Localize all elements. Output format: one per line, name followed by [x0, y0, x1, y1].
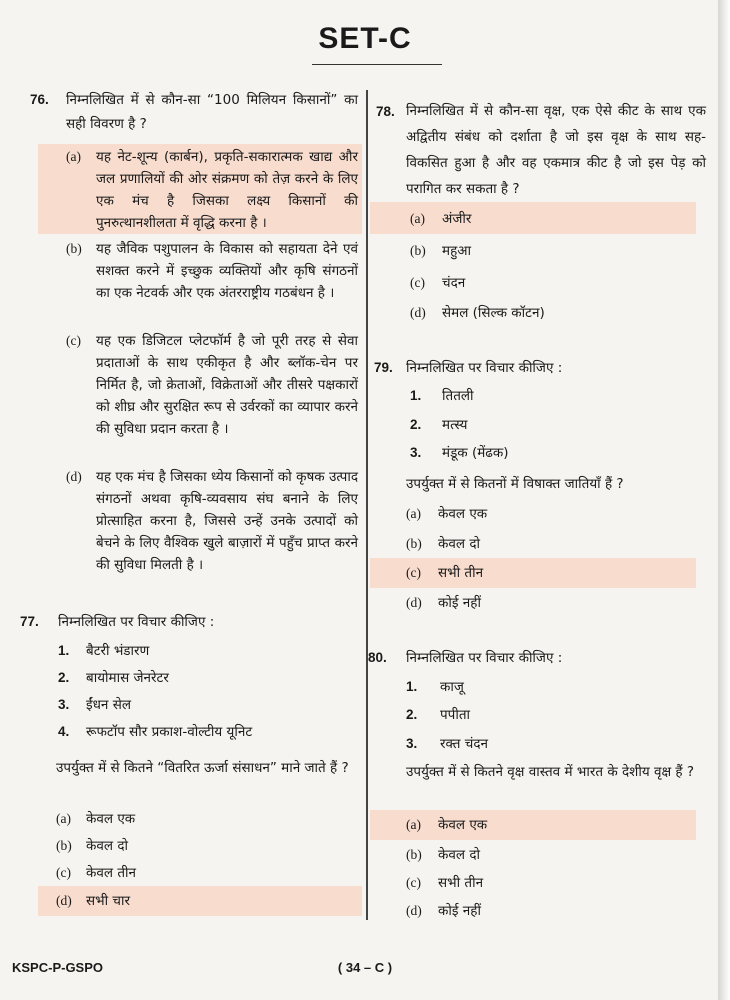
- statement-number: 1.: [58, 643, 70, 658]
- question-text-76: निम्नलिखित में से कौन-सा “100 मिलियन किसानों” का सही विवरण है ?: [66, 92, 358, 132]
- statement-text: बायोमास जेनरेटर: [86, 670, 169, 686]
- statement-text: रक्त चंदन: [440, 736, 488, 752]
- option-label: (a): [406, 506, 421, 521]
- option-text: सभी तीन: [438, 875, 484, 891]
- option-text: केवल एक: [438, 817, 488, 833]
- question-text-79: निम्नलिखित पर विचार कीजिए :: [406, 360, 563, 376]
- option-text: केवल दो: [438, 536, 480, 552]
- option-label: (d): [66, 469, 82, 484]
- option-79-d[interactable]: [406, 592, 696, 614]
- statement-text: तितली: [442, 388, 474, 404]
- option-label: (d): [406, 903, 422, 918]
- option-label: (a): [56, 811, 71, 826]
- option-text: सभी तीन: [438, 565, 484, 581]
- statement-80-1: [406, 676, 696, 698]
- option-80-d[interactable]: [406, 900, 696, 922]
- option-label: (c): [410, 275, 425, 290]
- option-78-a[interactable]: [410, 208, 700, 230]
- statement-80-3: [406, 733, 696, 755]
- question-number-80: 80.: [368, 650, 387, 665]
- option-text: केवल दो: [438, 847, 480, 863]
- statement-number: 4.: [58, 724, 70, 739]
- title-underline: [312, 64, 442, 65]
- option-77-d[interactable]: [56, 890, 356, 912]
- option-text: सभी चार: [86, 893, 130, 909]
- option-label: (b): [56, 838, 72, 853]
- option-text: केवल एक: [86, 811, 136, 827]
- question-number-79: 79.: [374, 360, 393, 375]
- option-label: (a): [410, 211, 425, 226]
- option-label: (d): [406, 595, 422, 610]
- statement-text: ईंधन सेल: [86, 697, 131, 713]
- question-number-76: 76.: [30, 92, 49, 107]
- statement-text: मंडूक (मेंढक): [442, 445, 509, 461]
- statement-number: 1.: [410, 388, 422, 403]
- option-label: (c): [66, 333, 81, 348]
- option-label: (c): [406, 875, 421, 890]
- column-divider: [366, 90, 368, 920]
- option-label: (d): [410, 305, 426, 320]
- page-edge: [718, 0, 730, 1000]
- statement-number: 3.: [406, 736, 418, 751]
- option-78-b[interactable]: [410, 240, 700, 262]
- statement-80-2: [406, 704, 696, 726]
- statement-77-3: [58, 694, 358, 716]
- option-78-d[interactable]: [410, 302, 700, 324]
- option-77-a[interactable]: [56, 808, 356, 830]
- option-label: (a): [406, 817, 421, 832]
- statement-number: 2.: [58, 670, 70, 685]
- option-79-a[interactable]: [406, 503, 696, 525]
- option-76-c[interactable]: [66, 330, 358, 440]
- page-number: ( 34 – C ): [337, 960, 393, 975]
- statement-79-3: [410, 442, 700, 464]
- option-78-c[interactable]: [410, 272, 700, 294]
- option-text: केवल दो: [86, 838, 128, 854]
- question-text-78: निम्नलिखित में से कौन-सा वृक्ष, एक ऐसे कीट के साथ एक अद्वितीय संबंध को दर्शाता है जो इस वृक्ष के साथ सह-विकसित हुआ है और वह एकमात्र कीट है जो इस पेड़ को परागित कर सकता है ?: [406, 103, 706, 197]
- option-77-c[interactable]: [56, 862, 356, 884]
- option-text: यह एक डिजिटल प्लेटफॉर्म है जो पूरी तरह से सेवा प्रदाताओं के साथ एकीकृत है और ब्लॉक-चेन पर निर्मित है, जो क्रेताओं, विक्रेताओं और तीसरे पक्षकारों को शीघ्र और सुरक्षित रूप से उर्वरकों का व्यापार करने की सुविधा प्रदान करता है ।: [96, 333, 358, 437]
- option-79-b[interactable]: [406, 533, 696, 555]
- statement-77-2: [58, 667, 358, 689]
- statement-text: पपीता: [440, 707, 471, 723]
- option-76-d[interactable]: [66, 466, 358, 576]
- statement-text: मत्स्य: [442, 417, 468, 433]
- option-text: केवल तीन: [86, 865, 137, 881]
- statement-79-1: [410, 385, 700, 407]
- statement-text: काजू: [440, 679, 464, 695]
- option-text: सेमल (सिल्क कॉटन): [442, 305, 545, 321]
- option-text: यह जैविक पशुपालन के विकास को सहायता देने एवं सशक्त करने में इच्छुक व्यक्तियों और कृषि संगठनों का एक नेटवर्क और एक अंतरराष्ट्रीय गठबंधन है ।: [96, 241, 358, 301]
- statement-number: 3.: [58, 697, 70, 712]
- option-text: यह नेट-शून्य (कार्बन), प्रकृति-सकारात्मक खाद्य और जल प्रणालियों की ओर संक्रमण को तेज़ करने के लिए एक मंच है जिसका लक्ष्य किसानों की पुनरुत्थानशीलता में वृद्धि करना है ।: [96, 149, 358, 231]
- statement-text: रूफटॉप सौर प्रकाश-वोल्टीय यूनिट: [86, 724, 253, 740]
- question-number-78: 78.: [376, 104, 395, 119]
- option-text: कोई नहीं: [438, 595, 481, 611]
- statement-number: 3.: [410, 445, 422, 460]
- question-text-77: निम्नलिखित पर विचार कीजिए :: [58, 614, 215, 630]
- option-80-b[interactable]: [406, 844, 696, 866]
- option-text: अंजीर: [442, 211, 472, 227]
- option-80-c[interactable]: [406, 872, 696, 894]
- question-number-77: 77.: [20, 614, 39, 629]
- statement-79-2: [410, 414, 700, 436]
- option-label: (c): [406, 565, 421, 580]
- statement-77-1: [58, 640, 358, 662]
- question-prompt-79: उपर्युक्त में से कितनों में विषाक्त जातियाँ हैं ?: [406, 476, 624, 492]
- option-text: यह एक मंच है जिसका ध्येय किसानों को कृषक उत्पाद संगठनों अथवा कृषि-व्यवसाय संघ बनाने के लिए प्रोत्साहित करना है, जिससे उन्हें उनके उत्पादों को बेचने के लिए वैश्विक खुले बाज़ारों में पहुँच प्राप्त करने की सुविधा मिलती है ।: [96, 469, 358, 573]
- option-label: (d): [56, 893, 72, 908]
- option-79-c[interactable]: [406, 562, 696, 584]
- statement-77-4: [58, 721, 358, 743]
- question-prompt-80: उपर्युक्त में से कितने वृक्ष वास्तव में भारत के देशीय वृक्ष हैं ?: [406, 764, 695, 780]
- option-80-a[interactable]: [406, 814, 696, 836]
- option-label: (c): [56, 865, 71, 880]
- option-text: कोई नहीं: [438, 903, 481, 919]
- statement-number: 2.: [410, 417, 422, 432]
- question-prompt-77: उपर्युक्त में से कितने “वितरित ऊर्जा संसाधन” माने जाते हैं ?: [56, 760, 349, 776]
- option-76-b[interactable]: [66, 238, 358, 304]
- statement-number: 1.: [406, 679, 418, 694]
- option-label: (b): [410, 243, 426, 258]
- option-text: महुआ: [442, 243, 472, 259]
- question-text-80: निम्नलिखित पर विचार कीजिए :: [406, 650, 563, 666]
- statement-number: 2.: [406, 707, 418, 722]
- option-text: केवल एक: [438, 506, 488, 522]
- set-title: SET-C: [318, 22, 412, 55]
- option-label: (a): [66, 149, 81, 164]
- option-label: (b): [406, 536, 422, 551]
- option-label: (b): [406, 847, 422, 862]
- option-76-a[interactable]: [66, 146, 358, 234]
- paper-code: KSPC-P-GSPO: [12, 960, 104, 975]
- statement-text: बैटरी भंडारण: [86, 643, 150, 659]
- option-77-b[interactable]: [56, 835, 356, 857]
- option-label: (b): [66, 241, 82, 256]
- option-text: चंदन: [442, 275, 466, 291]
